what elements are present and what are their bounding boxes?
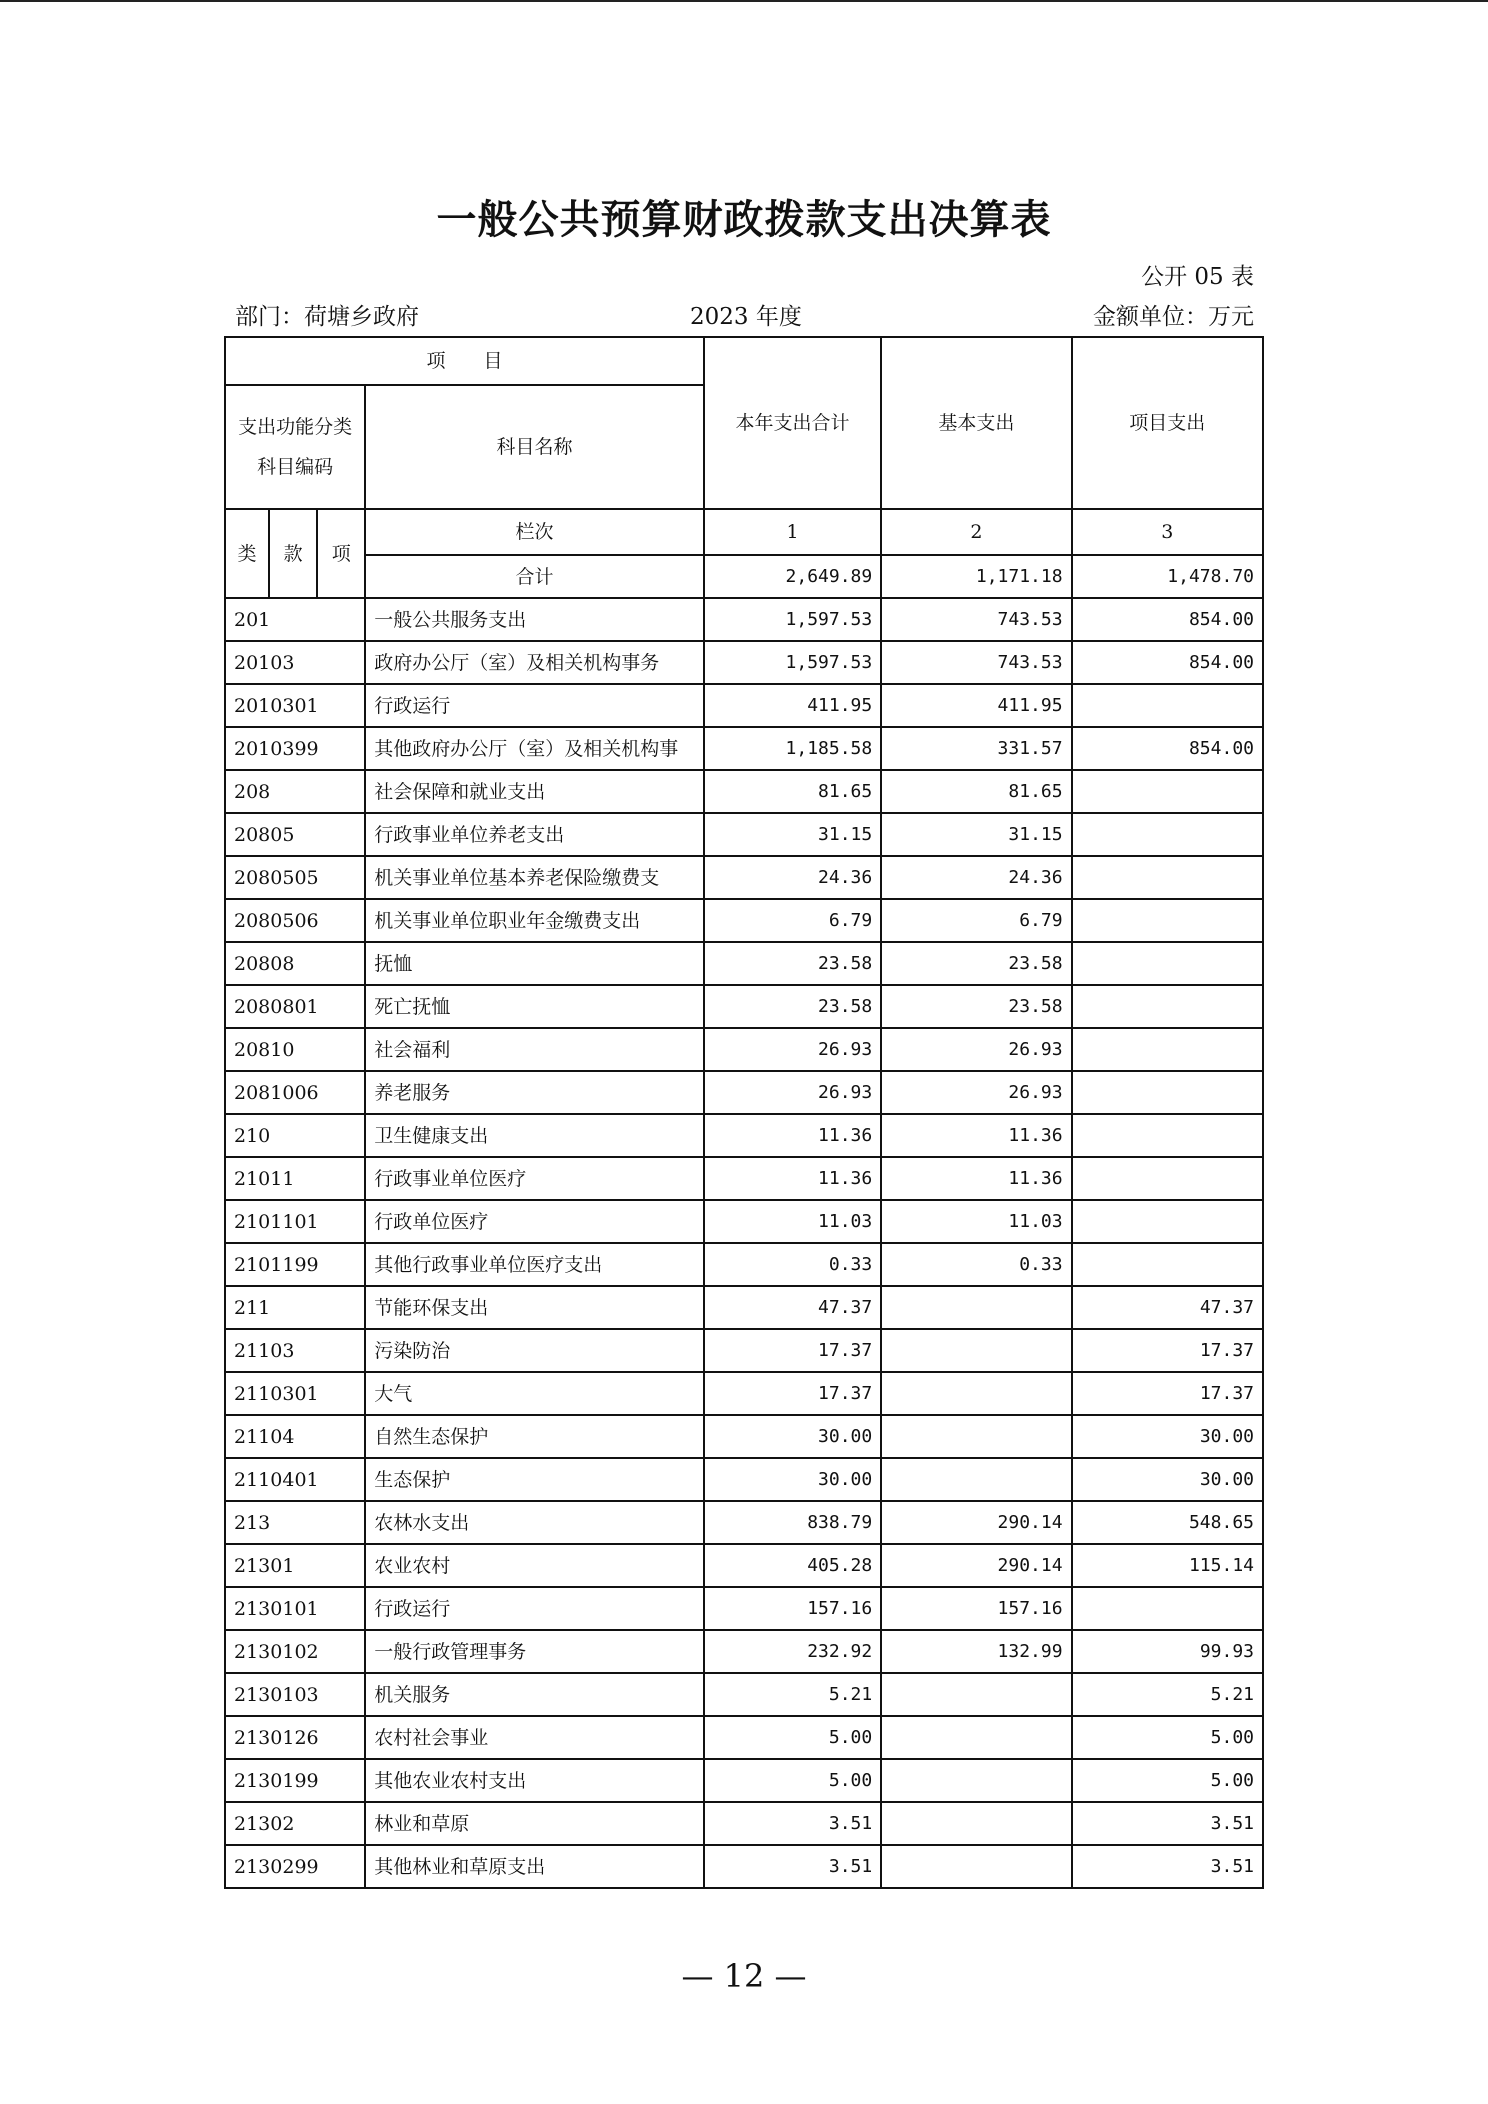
row-code: 2080505: [225, 856, 365, 899]
row-code: 2010301: [225, 684, 365, 727]
row-basic: 81.65: [881, 770, 1071, 813]
row-code: 2130101: [225, 1587, 365, 1630]
table-row: [225, 1630, 1263, 1673]
row-code: 2130199: [225, 1759, 365, 1802]
row-basic: [881, 1673, 1071, 1716]
table-row: [225, 856, 1263, 899]
row-project: 99.93: [1072, 1630, 1263, 1673]
row-subject-name: 死亡抚恤: [365, 985, 704, 1028]
table-row: [225, 1200, 1263, 1243]
row-code: 2130126: [225, 1716, 365, 1759]
row-project: 854.00: [1072, 727, 1263, 770]
table-row: [225, 1673, 1263, 1716]
row-project: [1072, 985, 1263, 1028]
table-row: [225, 1286, 1263, 1329]
row-subject-name: 机关事业单位职业年金缴费支出: [365, 899, 704, 942]
table-row: [225, 727, 1263, 770]
row-total: 5.21: [704, 1673, 881, 1716]
row-code: 2130299: [225, 1845, 365, 1888]
header-col-total: 本年支出合计: [704, 337, 881, 509]
row-code: 201: [225, 598, 365, 641]
row-subject-name: 污染防治: [365, 1329, 704, 1372]
row-total: 47.37: [704, 1286, 881, 1329]
row-code: 2080801: [225, 985, 365, 1028]
table-row: [225, 1845, 1263, 1888]
header-code-label: [225, 385, 365, 509]
row-basic: 23.58: [881, 942, 1071, 985]
row-total: 26.93: [704, 1071, 881, 1114]
row-subject-name: 农业农村: [365, 1544, 704, 1587]
row-total: 405.28: [704, 1544, 881, 1587]
row-subject-name: 其他政府办公厅（室）及相关机构事: [365, 727, 704, 770]
table-row: [225, 1114, 1263, 1157]
row-subject-name: 其他行政事业单位医疗支出: [365, 1243, 704, 1286]
row-project: 47.37: [1072, 1286, 1263, 1329]
row-project: [1072, 1157, 1263, 1200]
row-total: 31.15: [704, 813, 881, 856]
row-basic: 132.99: [881, 1630, 1071, 1673]
header-col-num-2: 2: [881, 509, 1071, 555]
row-basic: 743.53: [881, 641, 1071, 684]
row-basic: [881, 1372, 1071, 1415]
row-project: 17.37: [1072, 1329, 1263, 1372]
row-basic: [881, 1415, 1071, 1458]
row-project: 17.37: [1072, 1372, 1263, 1415]
row-project: [1072, 1071, 1263, 1114]
row-subject-name: 行政事业单位养老支出: [365, 813, 704, 856]
row-total: 3.51: [704, 1802, 881, 1845]
table-row: [225, 1759, 1263, 1802]
table-row: [225, 641, 1263, 684]
table-row: [225, 1802, 1263, 1845]
row-project: 854.00: [1072, 598, 1263, 641]
row-basic: [881, 1759, 1071, 1802]
row-total: 1,597.53: [704, 598, 881, 641]
table-row: [225, 1157, 1263, 1200]
row-code: 213: [225, 1501, 365, 1544]
row-basic: 11.36: [881, 1157, 1071, 1200]
row-subject-name: 节能环保支出: [365, 1286, 704, 1329]
unit-label: 金额单位：万元: [1093, 304, 1254, 330]
row-total: 23.58: [704, 942, 881, 985]
table-row: [225, 1501, 1263, 1544]
table-row: [225, 1028, 1263, 1071]
row-basic: 11.03: [881, 1200, 1071, 1243]
row-subject-name: 抚恤: [365, 942, 704, 985]
row-subject-name: 林业和草原: [365, 1802, 704, 1845]
row-total: 11.36: [704, 1157, 881, 1200]
header-kuan: 款: [269, 509, 317, 598]
row-subject-name: 社会保障和就业支出: [365, 770, 704, 813]
row-total: 81.65: [704, 770, 881, 813]
table-row: [225, 684, 1263, 727]
row-basic: 290.14: [881, 1501, 1071, 1544]
row-total: 5.00: [704, 1759, 881, 1802]
row-basic: [881, 1286, 1071, 1329]
row-basic: [881, 1329, 1071, 1372]
table-row: [225, 1544, 1263, 1587]
total-label: 合计: [365, 555, 704, 598]
row-subject-name: 社会福利: [365, 1028, 704, 1071]
row-project: [1072, 1200, 1263, 1243]
row-basic: 6.79: [881, 899, 1071, 942]
row-total: 6.79: [704, 899, 881, 942]
row-subject-name: 自然生态保护: [365, 1415, 704, 1458]
row-project: [1072, 1114, 1263, 1157]
table-row: [225, 1329, 1263, 1372]
row-basic: 743.53: [881, 598, 1071, 641]
page-title: 一般公共预算财政拨款支出决算表: [436, 197, 1052, 243]
row-code: 21104: [225, 1415, 365, 1458]
row-total: 30.00: [704, 1458, 881, 1501]
row-project: 548.65: [1072, 1501, 1263, 1544]
row-subject-name: 一般行政管理事务: [365, 1630, 704, 1673]
row-code: 2110301: [225, 1372, 365, 1415]
row-total: 11.36: [704, 1114, 881, 1157]
row-basic: [881, 1802, 1071, 1845]
table-row: [225, 1458, 1263, 1501]
row-project: 5.00: [1072, 1759, 1263, 1802]
row-code: 2080506: [225, 899, 365, 942]
row-project: [1072, 856, 1263, 899]
row-project: [1072, 684, 1263, 727]
row-total: 17.37: [704, 1329, 881, 1372]
department-label: 部门：荷塘乡政府: [235, 304, 419, 330]
row-total: 0.33: [704, 1243, 881, 1286]
row-total: 157.16: [704, 1587, 881, 1630]
row-basic: 411.95: [881, 684, 1071, 727]
row-total: 3.51: [704, 1845, 881, 1888]
row-basic: 11.36: [881, 1114, 1071, 1157]
row-subject-name: 养老服务: [365, 1071, 704, 1114]
row-subject-name: 机关服务: [365, 1673, 704, 1716]
table-row: [225, 1243, 1263, 1286]
header-col-basic: 基本支出: [881, 337, 1071, 509]
row-total: 411.95: [704, 684, 881, 727]
table-number: 公开 05 表: [1141, 264, 1254, 290]
row-basic: [881, 1716, 1071, 1759]
row-project: 30.00: [1072, 1415, 1263, 1458]
row-total: 11.03: [704, 1200, 881, 1243]
row-total: 5.00: [704, 1716, 881, 1759]
row-project: [1072, 770, 1263, 813]
row-subject-name: 农村社会事业: [365, 1716, 704, 1759]
row-code: 20103: [225, 641, 365, 684]
row-code: 211: [225, 1286, 365, 1329]
header-code-label-line2: 科目编码: [257, 456, 334, 478]
row-basic: 31.15: [881, 813, 1071, 856]
header-col-num-1: 1: [704, 509, 881, 555]
row-basic: [881, 1845, 1071, 1888]
row-basic: [881, 1458, 1071, 1501]
row-basic: 26.93: [881, 1071, 1071, 1114]
row-project: [1072, 1243, 1263, 1286]
total-value-1: 2,649.89: [704, 555, 881, 598]
row-basic: 23.58: [881, 985, 1071, 1028]
table-row: [225, 770, 1263, 813]
total-value-3: 1,478.70: [1072, 555, 1263, 598]
table-body: [225, 598, 1263, 1888]
row-subject-name: 行政运行: [365, 1587, 704, 1630]
row-project: [1072, 813, 1263, 856]
row-code: 208: [225, 770, 365, 813]
row-subject-name: 一般公共服务支出: [365, 598, 704, 641]
row-subject-name: 政府办公厅（室）及相关机构事务: [365, 641, 704, 684]
row-code: 20808: [225, 942, 365, 985]
header-xiang: 项: [317, 509, 365, 598]
row-project: 5.00: [1072, 1716, 1263, 1759]
header-project: 项 目: [225, 337, 704, 385]
row-code: 2130102: [225, 1630, 365, 1673]
row-subject-name: 生态保护: [365, 1458, 704, 1501]
row-total: 26.93: [704, 1028, 881, 1071]
row-code: 2101101: [225, 1200, 365, 1243]
row-project: [1072, 942, 1263, 985]
row-code: 21103: [225, 1329, 365, 1372]
row-total: 1,597.53: [704, 641, 881, 684]
row-subject-name: 农林水支出: [365, 1501, 704, 1544]
row-code: 2110401: [225, 1458, 365, 1501]
row-code: 2101199: [225, 1243, 365, 1286]
row-code: 2081006: [225, 1071, 365, 1114]
row-basic: 157.16: [881, 1587, 1071, 1630]
row-basic: 24.36: [881, 856, 1071, 899]
row-code: 20810: [225, 1028, 365, 1071]
row-code: 20805: [225, 813, 365, 856]
row-total: 1,185.58: [704, 727, 881, 770]
table-row: [225, 985, 1263, 1028]
table-row: [225, 942, 1263, 985]
row-total: 24.36: [704, 856, 881, 899]
budget-expenditure-table: [224, 336, 1264, 1889]
year-label: 2023 年度: [690, 304, 802, 330]
row-basic: 26.93: [881, 1028, 1071, 1071]
row-project: [1072, 1587, 1263, 1630]
table-row: [225, 1372, 1263, 1415]
row-subject-name: 卫生健康支出: [365, 1114, 704, 1157]
row-subject-name: 行政事业单位医疗: [365, 1157, 704, 1200]
row-code: 21302: [225, 1802, 365, 1845]
table-row: [225, 813, 1263, 856]
table-row: [225, 899, 1263, 942]
row-total: 838.79: [704, 1501, 881, 1544]
row-project: 854.00: [1072, 641, 1263, 684]
top-border-line: [0, 0, 1488, 2]
table-row: [225, 598, 1263, 641]
row-project: 3.51: [1072, 1845, 1263, 1888]
row-project: 30.00: [1072, 1458, 1263, 1501]
row-project: 3.51: [1072, 1802, 1263, 1845]
header-subject-name: 科目名称: [365, 385, 704, 509]
row-subject-name: 机关事业单位基本养老保险缴费支: [365, 856, 704, 899]
table-row: [225, 1587, 1263, 1630]
header-code-label-line1: 支出功能分类: [238, 416, 353, 438]
page-number: — 12 —: [681, 1957, 807, 1995]
row-project: [1072, 899, 1263, 942]
row-total: 30.00: [704, 1415, 881, 1458]
row-code: 21301: [225, 1544, 365, 1587]
row-subject-name: 大气: [365, 1372, 704, 1415]
row-code: 21011: [225, 1157, 365, 1200]
header-col-project: 项目支出: [1072, 337, 1263, 509]
table-row: [225, 1716, 1263, 1759]
row-code: 210: [225, 1114, 365, 1157]
header-lei: 类: [225, 509, 269, 598]
row-subject-name: 其他林业和草原支出: [365, 1845, 704, 1888]
row-total: 23.58: [704, 985, 881, 1028]
table-row: [225, 1415, 1263, 1458]
row-project: 115.14: [1072, 1544, 1263, 1587]
row-project: [1072, 1028, 1263, 1071]
row-project: 5.21: [1072, 1673, 1263, 1716]
row-code: 2010399: [225, 727, 365, 770]
row-code: 2130103: [225, 1673, 365, 1716]
row-total: 232.92: [704, 1630, 881, 1673]
row-total: 17.37: [704, 1372, 881, 1415]
row-basic: 331.57: [881, 727, 1071, 770]
row-subject-name: 其他农业农村支出: [365, 1759, 704, 1802]
row-subject-name: 行政运行: [365, 684, 704, 727]
total-value-2: 1,171.18: [881, 555, 1071, 598]
row-basic: 0.33: [881, 1243, 1071, 1286]
row-subject-name: 行政单位医疗: [365, 1200, 704, 1243]
header-col-num-3: 3: [1072, 509, 1263, 555]
table-row: [225, 1071, 1263, 1114]
header-column-order: 栏次: [365, 509, 704, 555]
row-basic: 290.14: [881, 1544, 1071, 1587]
